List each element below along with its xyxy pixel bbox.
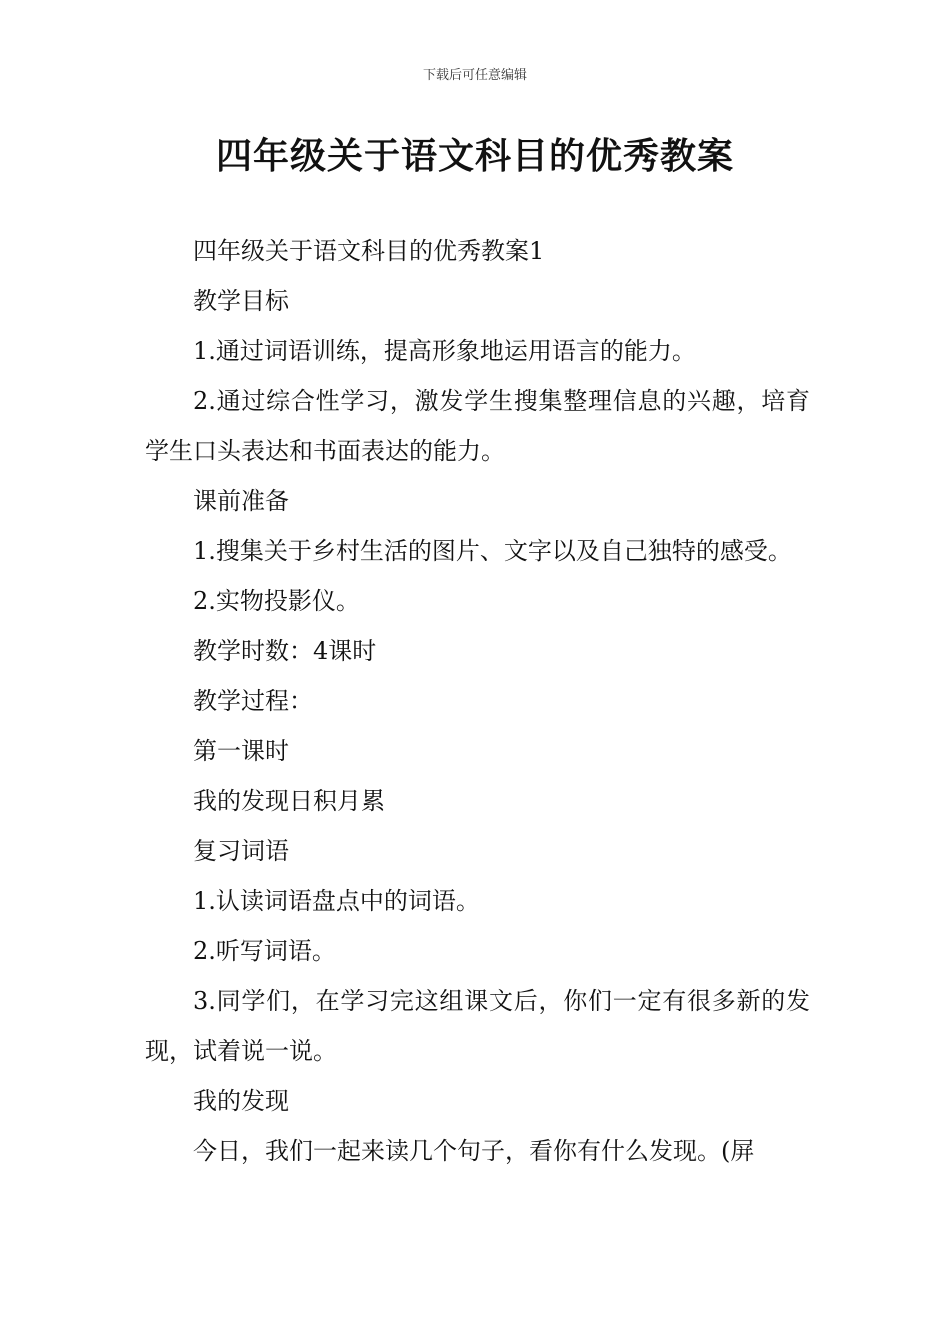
paragraph-my-discovery: 我的发现 (193, 1087, 289, 1115)
paragraph-process: 教学过程： (193, 687, 313, 715)
paragraph-goal-1: 1.通过词语训练，提高形象地运用语言的能力。 (193, 337, 696, 365)
paragraph-review-2: 2.听写词语。 (193, 937, 336, 965)
paragraph-teaching-goals: 教学目标 (193, 287, 289, 315)
paragraph-review-3: 3.同学们，在学习完这组课文后，你们一定有很多新的发现，试着说一说。 (145, 987, 810, 1065)
paragraph-prep-1: 1.搜集关于乡村生活的图片、文字以及自己独特的感受。 (193, 537, 792, 565)
paragraph-today-sentences: 今日，我们一起来读几个句子，看你有什么发现。(屏 (193, 1137, 755, 1165)
paragraph-review-1: 1.认读词语盘点中的词语。 (193, 887, 480, 915)
paragraph-discovery-accumulation: 我的发现日积月累 (193, 787, 385, 815)
paragraph-first-lesson: 第一课时 (193, 737, 289, 765)
paragraph-lesson-count: 教学时数：4课时 (193, 637, 377, 665)
paragraph-goal-2: 2.通过综合性学习，激发学生搜集整理信息的兴趣，培育学生口头表达和书面表达的能力。 (145, 387, 810, 465)
document-title: 四年级关于语文科目的优秀教案 (215, 136, 734, 177)
paragraph-prep-2: 2.实物投影仪。 (193, 587, 360, 615)
paragraph-preparation: 课前准备 (193, 487, 289, 515)
paragraph-section-heading: 四年级关于语文科目的优秀教案1 (193, 237, 545, 265)
document-body (145, 226, 810, 1176)
paragraph-review-words: 复习词语 (193, 837, 289, 865)
header-note: 下载后可任意编辑 (422, 68, 527, 83)
